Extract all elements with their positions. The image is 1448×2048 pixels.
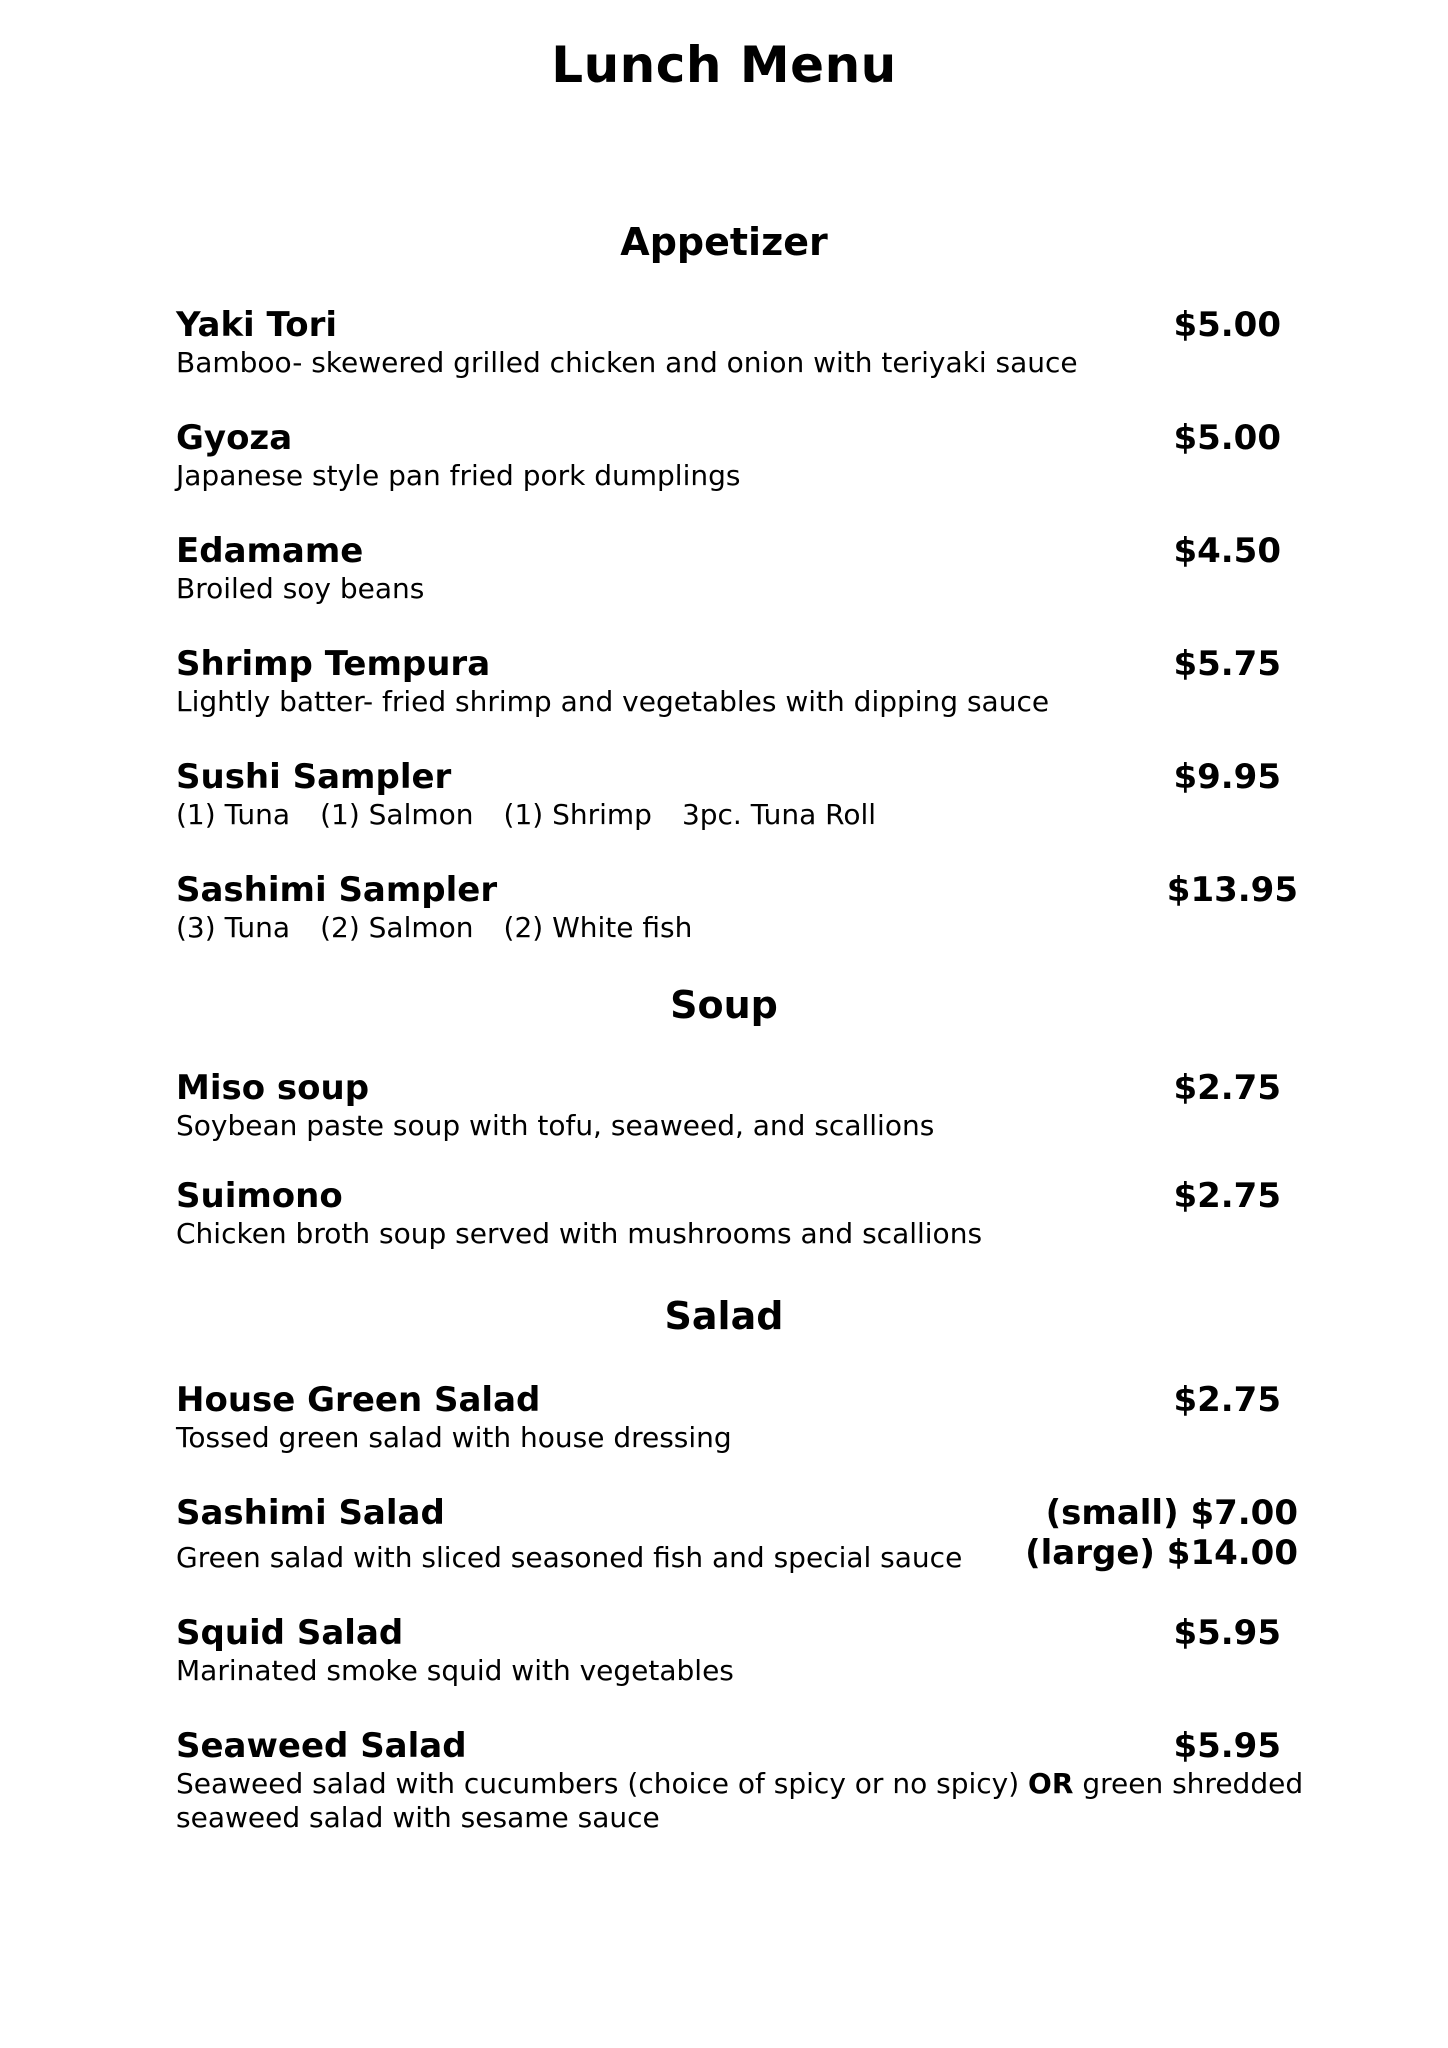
menu-item-squid-salad	[176, 1613, 1306, 1688]
item-name: Squid Salad	[176, 1613, 404, 1653]
item-description: Green salad with sliced seasoned fish and special sauce	[176, 1541, 963, 1574]
item-price: $5.95	[1173, 1726, 1281, 1766]
menu-item-miso-soup	[176, 1068, 1306, 1143]
item-name: Sushi Sampler	[176, 757, 452, 797]
item-name: Yaki Tori	[176, 305, 338, 345]
sampler-part: 3pc. Tuna Roll	[681, 798, 877, 831]
item-name: Seaweed Salad	[176, 1726, 467, 1766]
item-description: Lightly batter- fried shrimp and vegetables with dipping sauce	[176, 685, 1050, 718]
item-description	[176, 798, 1306, 832]
item-description	[176, 1767, 1306, 1801]
sampler-part: (1) Shrimp	[503, 798, 652, 831]
item-name: Sashimi Salad	[176, 1493, 445, 1533]
item-price: $2.75	[1173, 1068, 1281, 1108]
item-name: Gyoza	[176, 418, 293, 458]
page-title: Lunch Menu	[551, 36, 897, 94]
item-name: Shrimp Tempura	[176, 644, 491, 684]
item-price-small: (small) $7.00	[1045, 1493, 1298, 1533]
desc-text: Seaweed salad with cucumbers (choice of spicy or no spicy)	[176, 1767, 1029, 1800]
item-name: Suimono	[176, 1176, 343, 1216]
item-price: $5.00	[1173, 305, 1281, 345]
sampler-part: (3) Tuna	[176, 911, 291, 944]
item-name: Sashimi Sampler	[176, 870, 498, 910]
item-price: $5.00	[1173, 418, 1281, 458]
item-price: $2.75	[1173, 1176, 1281, 1216]
item-description: Tossed green salad with house dressing	[176, 1421, 732, 1454]
menu-item-seaweed-salad	[176, 1726, 1306, 1835]
item-name: Miso soup	[176, 1068, 370, 1108]
section-heading-appetizer: Appetizer	[620, 220, 828, 264]
desc-or-emphasis: OR	[1028, 1767, 1074, 1800]
item-price: $9.95	[1173, 757, 1281, 797]
desc-text: green shredded	[1073, 1767, 1304, 1800]
menu-item-suimono	[176, 1176, 1306, 1251]
item-price: $5.95	[1173, 1613, 1281, 1653]
item-price-large: (large) $14.00	[1025, 1533, 1298, 1573]
menu-item-gyoza	[176, 418, 1306, 493]
item-description: Japanese style pan fried pork dumplings	[176, 459, 741, 492]
item-price: $2.75	[1173, 1380, 1281, 1420]
menu-item-house-green-salad	[176, 1380, 1306, 1455]
item-description: Soybean paste soup with tofu, seaweed, and scallions	[176, 1109, 935, 1142]
section-heading-soup: Soup	[670, 983, 778, 1027]
item-description: Bamboo- skewered grilled chicken and onion with teriyaki sauce	[176, 346, 1078, 379]
item-price: $13.95	[1166, 870, 1298, 910]
item-price: $4.50	[1173, 531, 1281, 571]
item-name: Edamame	[176, 531, 364, 571]
menu-item-sashimi-sampler	[176, 870, 1306, 945]
sampler-part: (1) Salmon	[320, 798, 474, 831]
menu-item-sashimi-salad	[176, 1493, 1306, 1575]
menu-item-yaki-tori	[176, 305, 1306, 380]
item-price: $5.75	[1173, 644, 1281, 684]
item-description: Chicken broth soup served with mushrooms and scallions	[176, 1217, 983, 1250]
item-description-line2: seaweed salad with sesame sauce	[176, 1801, 660, 1834]
sampler-part: (1) Tuna	[176, 798, 291, 831]
sampler-part: (2) Salmon	[320, 911, 474, 944]
menu-item-sushi-sampler	[176, 757, 1306, 832]
section-heading-salad: Salad	[664, 1294, 784, 1338]
item-description	[176, 911, 1306, 945]
sampler-part: (2) White fish	[503, 911, 693, 944]
item-description: Marinated smoke squid with vegetables	[176, 1654, 734, 1687]
menu-item-edamame	[176, 531, 1306, 606]
menu-item-shrimp-tempura	[176, 644, 1306, 719]
item-name: House Green Salad	[176, 1380, 541, 1420]
item-description: Broiled soy beans	[176, 572, 425, 605]
